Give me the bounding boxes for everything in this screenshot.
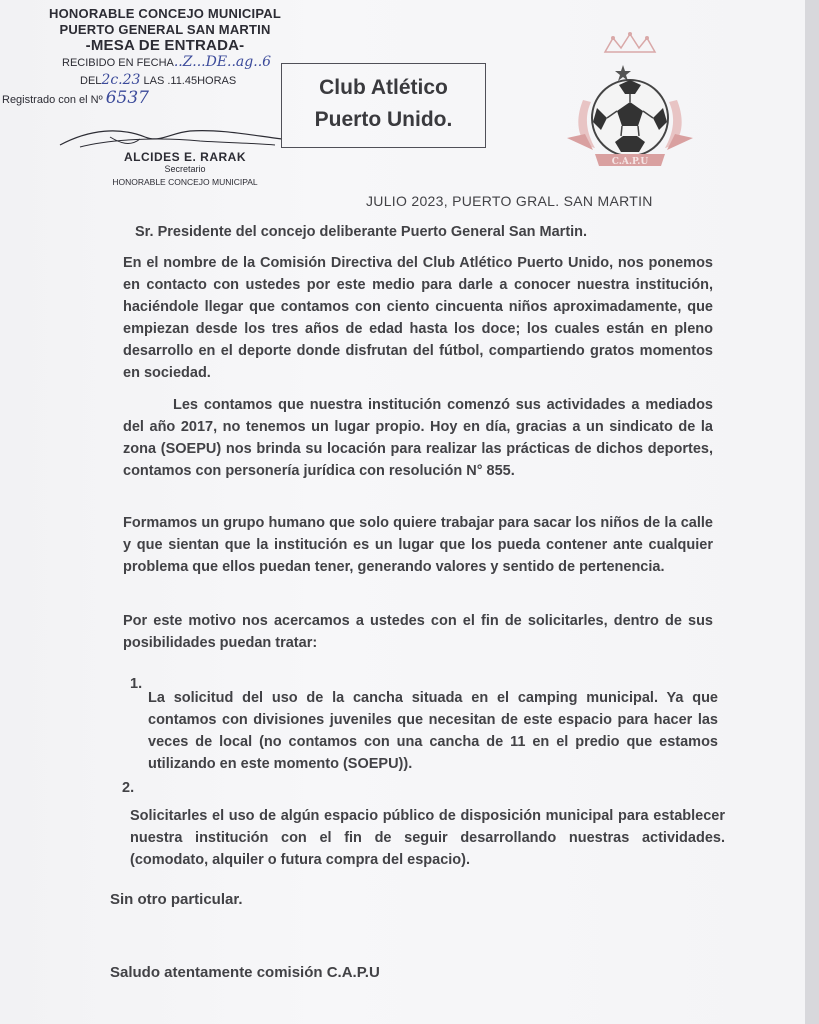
time-label: LAS .11.45: [143, 75, 198, 87]
club-name-box: [281, 63, 486, 148]
secretary-name: ALCIDES E. RARAK: [123, 150, 246, 164]
letter-signoff: Saludo atentamente comisión C.A.P.U: [110, 964, 380, 981]
club-name-line-2: Puerto Unido.: [314, 108, 453, 131]
time-prefix: DEL: [80, 75, 102, 87]
secretary-role: Secretario: [164, 164, 206, 174]
stamp-line-2: PUERTO GENERAL SAN MARTIN: [59, 22, 271, 37]
paragraph-1: En el nombre de la Comisión Directiva del Club Atlético Puerto Unido, nos ponemos en contacto con ustedes por este medio para darle a conocer nuestra institución, haciéndole llegar que contamos con ciento cincuenta niños aproximadamente, que empiezan desde los tres años de edad hasta los doce; los cuales están en pleno desarrollo en el deporte donde disfrutan del fútbol, compartiendo gratos momentos en sociedad.: [123, 255, 713, 381]
list-item-1-number: 1.: [130, 676, 143, 692]
secretary-org: HONORABLE CONCEJO MUNICIPAL: [112, 177, 258, 187]
letter-date: JULIO 2023, PUERTO GRAL. SAN MARTIN: [366, 193, 653, 209]
letter-salutation: Sr. Presidente del concejo deliberante Puerto General San Martin.: [135, 224, 588, 240]
secretary-block: [85, 150, 285, 189]
received-stamp: [2, 6, 300, 109]
paragraph-4: Por este motivo nos acercamos a ustedes con el fin de solicitarles, dentro de sus posibilidades puedan tratar:: [123, 613, 713, 651]
letter-closing: Sin otro particular.: [110, 891, 243, 908]
page-edge: [805, 0, 819, 1024]
received-label: RECIBIDO EN FECHA: [62, 57, 174, 69]
stamp-time-row: [30, 72, 300, 90]
stamp-line-1: HONORABLE CONCEJO MUNICIPAL: [49, 6, 281, 21]
paragraph-2: Les contamos que nuestra institución comenzó sus actividades a mediados del año 2017, no tenemos un lugar propio. Hoy en día, gracias a un sindicato de la zona (SOEPU) nos brinda su locación para realizar las prácticas de dichos deportes, contamos con personería jurídica con resolución N° 855.: [123, 397, 713, 479]
time-suffix: HORAS: [197, 75, 237, 87]
stamp-registered-row: [2, 90, 300, 109]
club-name-line-1: Club Atlético: [319, 76, 448, 99]
soccer-ball-crest-icon: [555, 30, 705, 170]
handwritten-signature: [50, 125, 290, 151]
time-value: 2c.23: [101, 72, 141, 88]
logo-initials: C.A.P.U: [611, 157, 649, 167]
stamp-received-row: [30, 54, 300, 72]
received-value: ..Z...DE..ag..6: [173, 54, 272, 70]
registered-label: Registrado con el Nº: [2, 94, 103, 106]
list-item-1-text: La solicitud del uso de la cancha situada en el camping municipal. Ya que contamos con divisiones juveniles que necesitan de este espacio para hacer las veces de local (no contamos con una cancha de 11 en el predio que estamos utilizando en este momento (SOEPU)).: [148, 690, 718, 772]
list-item-2-number: 2.: [122, 780, 135, 796]
stamp-line-3: -MESA DE ENTRADA-: [85, 37, 245, 54]
registered-value: 6537: [105, 88, 149, 108]
paragraph-3: Formamos un grupo humano que solo quiere trabajar para sacar los niños de la calle y que sientan que la institución es un lugar que los pueda contener ante cualquier problema que ellos puedan tener, generando valores y sentido de pertenencia.: [123, 515, 713, 575]
list-item-2-text: Solicitarles el uso de algún espacio público de disposición municipal para establecer nuestra institución con el fin de seguir desarrollando nuestras actividades. (comodato, alquiler o futura compra del espacio).: [130, 808, 725, 868]
